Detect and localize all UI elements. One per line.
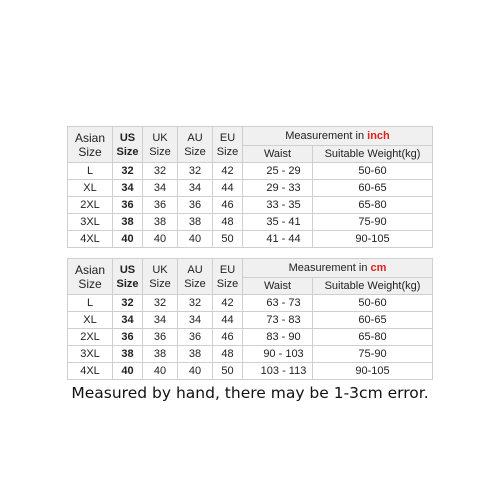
table-row [68,197,433,214]
au-cell: 32 [178,295,213,312]
weight-cell: 90-105 [313,231,433,248]
au-cell: 38 [178,346,213,363]
eu-cell: 42 [213,163,243,180]
table-row [68,312,433,329]
waist-cell: 33 - 35 [243,197,313,214]
weight-header: Suitable Weight(kg) [313,278,433,295]
asian-cell: 2XL [68,329,113,346]
waist-cell: 63 - 73 [243,295,313,312]
waist-cell: 35 - 41 [243,214,313,231]
eu-cell: 46 [213,329,243,346]
asian-cell: 2XL [68,197,113,214]
waist-cell: 73 - 83 [243,312,313,329]
eu-cell: 48 [213,346,243,363]
weight-cell: 65-80 [313,329,433,346]
eu-size-header: EU Size [213,127,243,163]
table-row [68,346,433,363]
uk-cell: 40 [143,231,178,248]
us-cell: 36 [113,197,143,214]
asian-cell: 3XL [68,214,113,231]
asian-cell: 4XL [68,363,113,380]
us-cell: 32 [113,295,143,312]
table-row [68,214,433,231]
weight-cell: 50-60 [313,163,433,180]
au-cell: 40 [178,363,213,380]
size-table-cm [67,258,433,380]
uk-cell: 40 [143,363,178,380]
us-cell: 34 [113,180,143,197]
uk-cell: 32 [143,163,178,180]
uk-size-header: UK Size [143,127,178,163]
asian-cell: XL [68,312,113,329]
eu-cell: 44 [213,180,243,197]
table-row [68,231,433,248]
uk-cell: 38 [143,214,178,231]
us-cell: 36 [113,329,143,346]
us-cell: 40 [113,363,143,380]
eu-cell: 50 [213,363,243,380]
weight-cell: 50-60 [313,295,433,312]
us-size-header: US Size [113,259,143,295]
uk-cell: 36 [143,197,178,214]
uk-cell: 34 [143,180,178,197]
au-size-header: AU Size [178,259,213,295]
waist-header: Waist [243,278,313,295]
eu-cell: 50 [213,231,243,248]
unit-label: cm [370,262,387,274]
waist-header: Waist [243,146,313,163]
asian-size-header: Asian Size [68,259,113,295]
weight-cell: 60-65 [313,312,433,329]
us-cell: 40 [113,231,143,248]
size-table-inch [67,126,433,248]
unit-label: inch [367,130,390,142]
au-cell: 32 [178,163,213,180]
au-cell: 40 [178,231,213,248]
us-cell: 38 [113,214,143,231]
eu-cell: 48 [213,214,243,231]
asian-cell: L [68,295,113,312]
weight-cell: 60-65 [313,180,433,197]
weight-cell: 65-80 [313,197,433,214]
eu-size-header: EU Size [213,259,243,295]
eu-cell: 42 [213,295,243,312]
table-row [68,363,433,380]
eu-cell: 46 [213,197,243,214]
uk-size-header: UK Size [143,259,178,295]
waist-cell: 41 - 44 [243,231,313,248]
waist-cell: 25 - 29 [243,163,313,180]
us-cell: 34 [113,312,143,329]
eu-cell: 44 [213,312,243,329]
au-size-header: AU Size [178,127,213,163]
waist-cell: 83 - 90 [243,329,313,346]
asian-size-header: Asian Size [68,127,113,163]
asian-cell: L [68,163,113,180]
table-row [68,329,433,346]
weight-cell: 75-90 [313,214,433,231]
measurement-note: Measured by hand, there may be 1-3cm error. [71,384,429,402]
us-cell: 38 [113,346,143,363]
uk-cell: 34 [143,312,178,329]
uk-cell: 38 [143,346,178,363]
asian-cell: XL [68,180,113,197]
au-cell: 34 [178,312,213,329]
asian-cell: 4XL [68,231,113,248]
au-cell: 36 [178,197,213,214]
table-row [68,163,433,180]
weight-cell: 90-105 [313,363,433,380]
waist-cell: 29 - 33 [243,180,313,197]
asian-cell: 3XL [68,346,113,363]
us-size-header: US Size [113,127,143,163]
us-cell: 32 [113,163,143,180]
waist-cell: 103 - 113 [243,363,313,380]
uk-cell: 36 [143,329,178,346]
weight-cell: 75-90 [313,346,433,363]
measurement-header: Measurement in inch [243,127,433,146]
table-row [68,295,433,312]
weight-header: Suitable Weight(kg) [313,146,433,163]
table-row [68,180,433,197]
uk-cell: 32 [143,295,178,312]
waist-cell: 90 - 103 [243,346,313,363]
au-cell: 34 [178,180,213,197]
measurement-header: Measurement in cm [243,259,433,278]
au-cell: 36 [178,329,213,346]
au-cell: 38 [178,214,213,231]
